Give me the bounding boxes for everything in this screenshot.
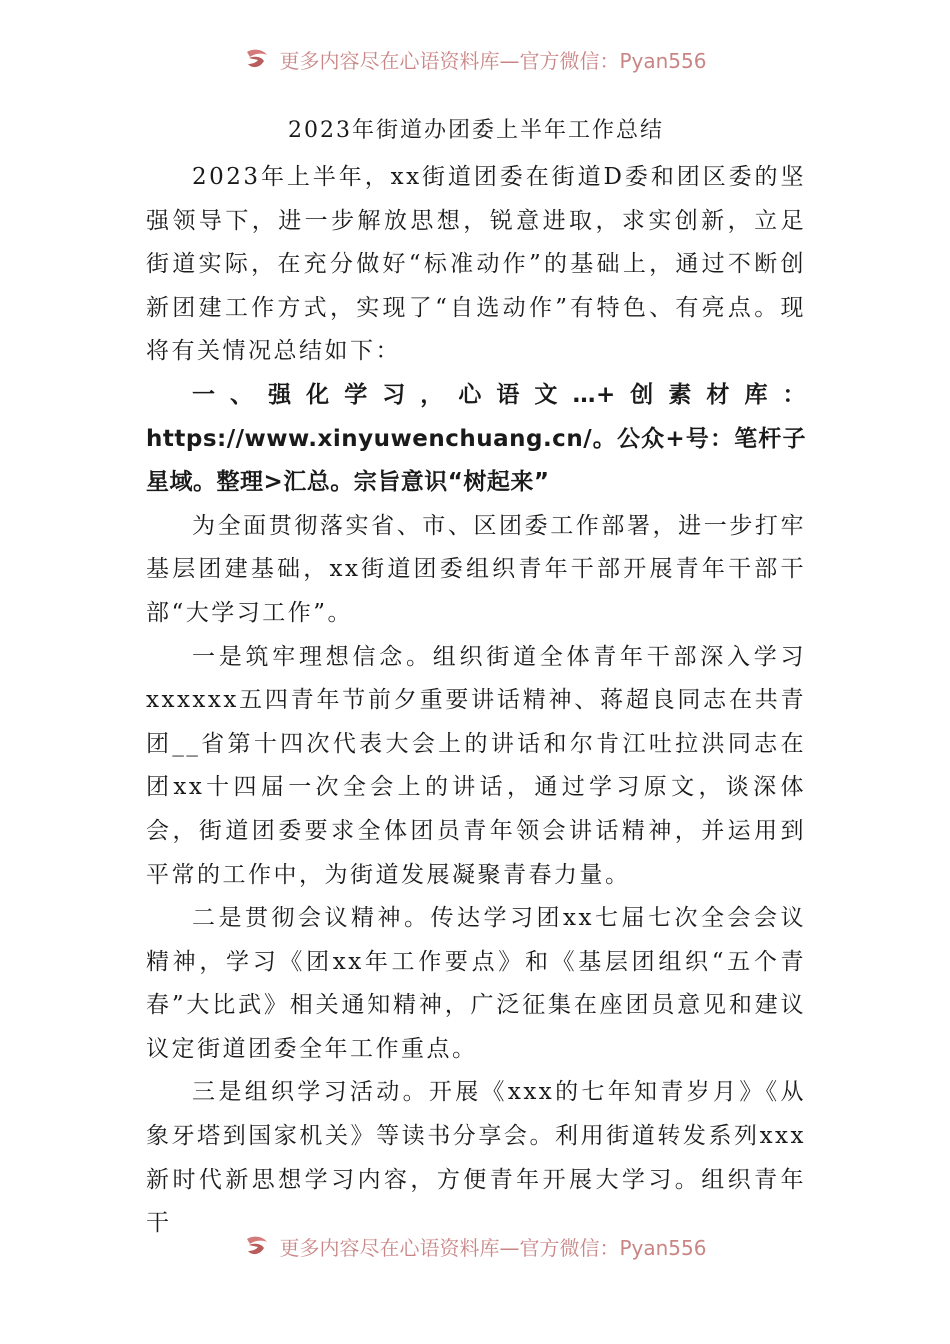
- header-watermark: [0, 42, 950, 76]
- footer-watermark: [0, 1229, 950, 1263]
- document-body: [146, 114, 806, 1246]
- paragraph-4: 三是组织学习活动。开展《xxx的七年知青岁月》《从象牙塔到国家机关》等读书分享会。利用街道转发系列xxx新时代新思想学习内容，方便青年开展大学习。组织青年干: [146, 1079, 806, 1237]
- logo-icon: [243, 1233, 271, 1259]
- paragraph-intro: 2023年上半年，xx街道团委在街道D委和团区委的坚强领导下，进一步解放思想，锐意进取，求实创新，立足街道实际，在充分做好“标准动作”的基础上，通过不断创新团建工作方式，实现了“自选动作”有特色、有亮点。现将有关情况总结如下：: [146, 164, 806, 365]
- section-heading-1: 一、强化学习，心语文…+创素材库：https://www.xinyuwenchuang.cn/。公众+号：笔杆子星域。整理>汇总。宗旨意识“树起来”: [146, 381, 806, 496]
- document-title: 2023年街道办团委上半年工作总结: [288, 118, 664, 143]
- watermark-text: 更多内容尽在心语资料库—官方微信：Pyan556: [279, 1235, 707, 1260]
- paragraph-2: 一是筑牢理想信念。组织街道全体青年干部深入学习xxxxxx五四青年节前夕重要讲话精神、蒋超良同志在共青团__省第十四次代表大会上的讲话和尔肯江吐拉洪同志在团xx十四届一次全会上的讲话，通过学习原文，谈深体会，街道团委要求全体团员青年领会讲话精神，并运用到平常的工作中，为街道发展凝聚青春力量。: [146, 643, 806, 888]
- paragraph-3: 二是贯彻会议精神。传达学习团xx七届七次全会会议精神，学习《团xx年工作要点》和《基层团组织“五个青春”大比武》相关通知精神，广泛征集在座团员意见和建议议定街道团委全年工作重点。: [146, 905, 806, 1062]
- logo-icon: [243, 46, 271, 72]
- paragraph-1: 为全面贯彻落实省、市、区团委工作部署，进一步打牢基层团建基础，xx街道团委组织青年干部开展青年干部干部“大学习工作”。: [146, 512, 806, 626]
- watermark-text: 更多内容尽在心语资料库—官方微信：Pyan556: [279, 48, 707, 73]
